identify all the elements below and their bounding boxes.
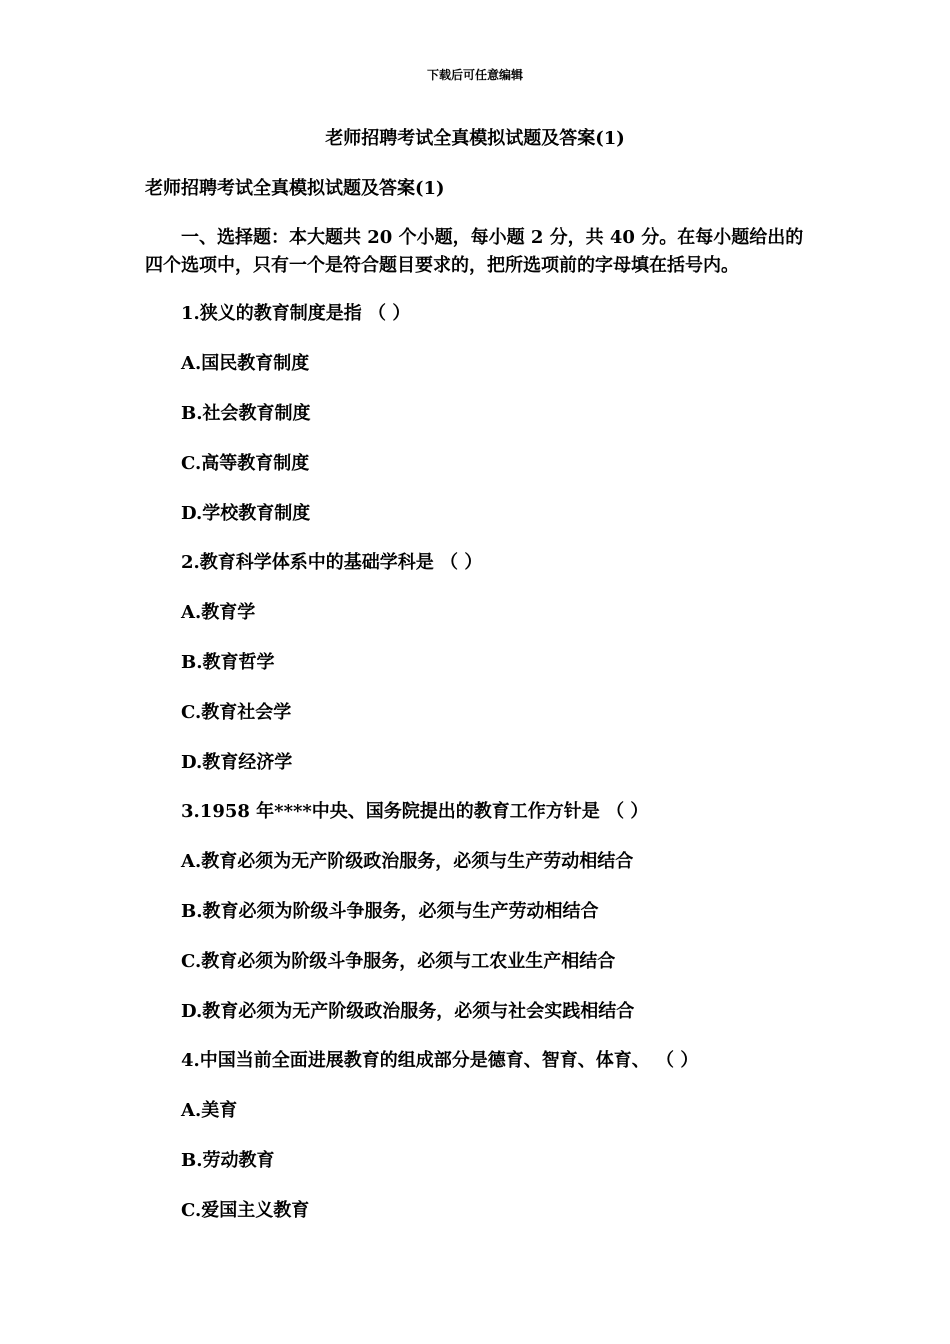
question-3-option-b: B.教育必须为阶级斗争服务，必须与生产劳动相结合	[181, 901, 599, 922]
section-intro: 一、选择题：本大题共 20 个小题，每小题 2 分，共 40 分。在每小题给出的四个选项中，只有一个是符合题目要求的，把所选项前的字母填在括号内。	[145, 227, 804, 276]
question-3-option-c: C.教育必须为阶级斗争服务，必须与工农业生产相结合	[181, 951, 616, 972]
question-2-option-a: A.教育学	[181, 602, 256, 623]
document-subtitle: 老师招聘考试全真模拟试题及答案(1)	[145, 178, 445, 199]
question-1-option-c: C.高等教育制度	[181, 453, 310, 474]
question-4-option-b: B.劳动教育	[181, 1150, 275, 1171]
question-1-option-b: B.社会教育制度	[181, 403, 311, 424]
question-3-stem: 3.1958 年****中央、国务院提出的教育工作方针是 （ ）	[181, 801, 649, 822]
question-2-option-d: D.教育经济学	[181, 752, 293, 773]
header-note: 下载后可任意编辑	[426, 68, 523, 82]
question-2-option-b: B.教育哲学	[181, 652, 275, 673]
question-2-option-c: C.教育社会学	[181, 702, 292, 723]
document-title: 老师招聘考试全真模拟试题及答案(1)	[325, 128, 625, 149]
question-4-option-a: A.美育	[181, 1100, 238, 1121]
question-2-stem: 2.教育科学体系中的基础学科是 （ ）	[181, 552, 483, 573]
question-1-stem: 1.狭义的教育制度是指 （ ）	[181, 303, 411, 324]
question-3-option-d: D.教育必须为无产阶级政治服务，必须与社会实践相结合	[181, 1001, 635, 1022]
question-4-stem: 4.中国当前全面进展教育的组成部分是德育、智育、体育、 （ ）	[181, 1050, 699, 1071]
question-3-option-a: A.教育必须为无产阶级政治服务，必须与生产劳动相结合	[181, 851, 634, 872]
question-1-option-d: D.学校教育制度	[181, 503, 311, 524]
question-4-option-c: C.爱国主义教育	[181, 1200, 310, 1221]
question-1-option-a: A.国民教育制度	[181, 353, 310, 374]
